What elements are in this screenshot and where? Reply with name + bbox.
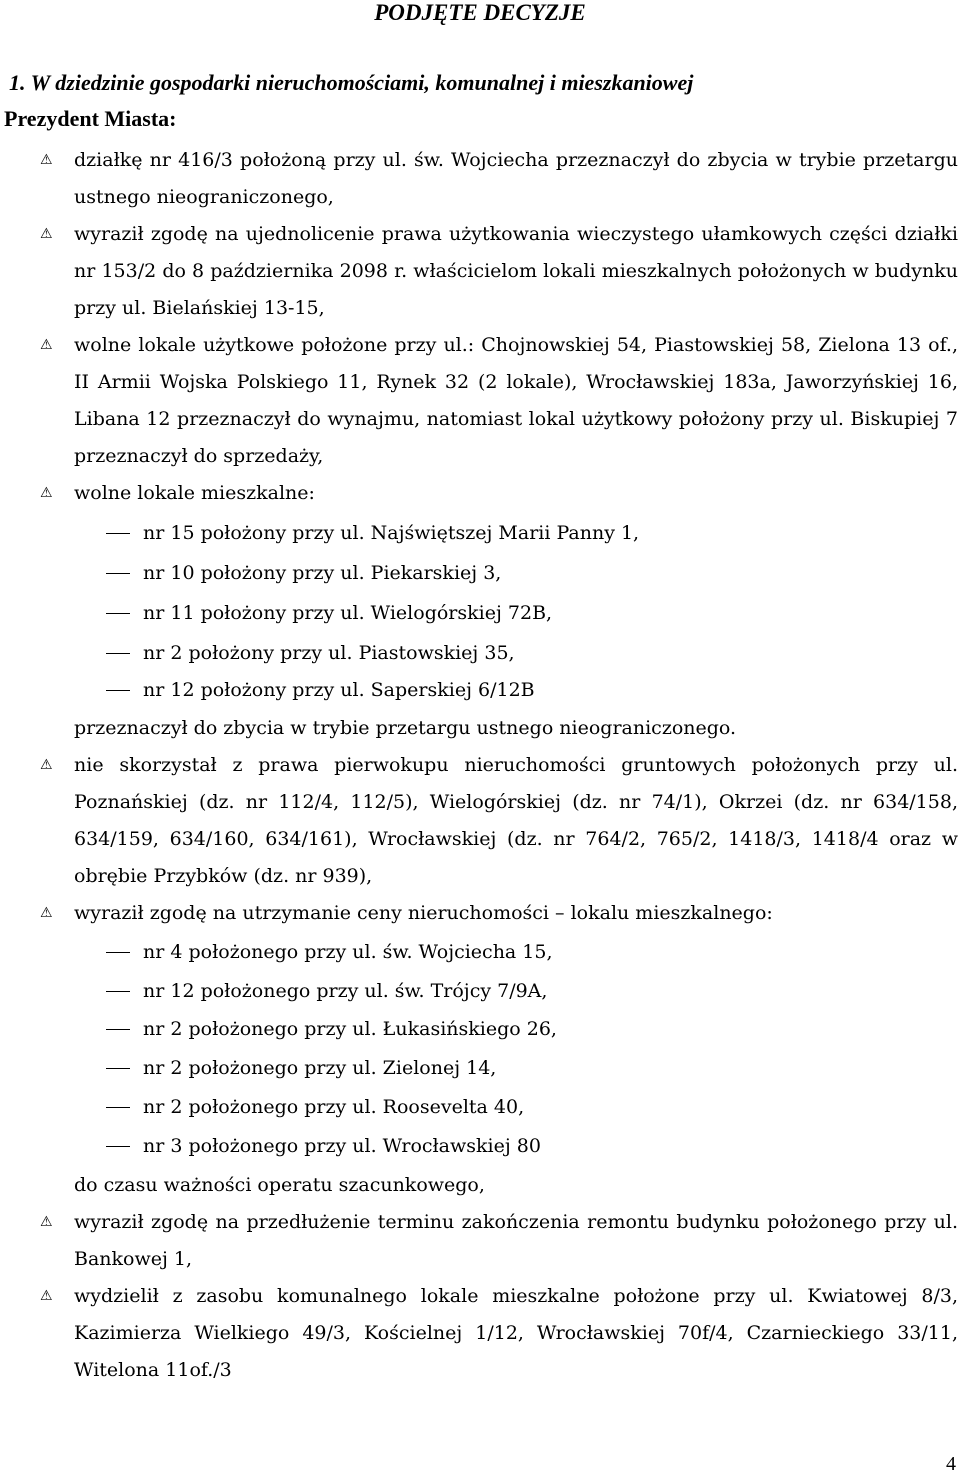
- sub-list-item: [0, 515, 960, 552]
- dash-icon: [106, 1107, 130, 1108]
- warning-icon: ⚠: [40, 337, 53, 353]
- list-item-text: działkę nr 416/3 położoną przy ul. św. Wojciecha przeznaczył do zbycia w trybie przetargu ustnego nieograniczonego,: [74, 149, 958, 208]
- sub-list-item: [0, 635, 960, 672]
- dash-icon: [106, 690, 130, 691]
- sub-list-item-text: nr 15 położony przy ul. Najświętszej Marii Panny 1,: [143, 522, 640, 544]
- dash-icon: [106, 991, 130, 992]
- sub-list-item-text: nr 10 położony przy ul. Piekarskiej 3,: [143, 562, 502, 584]
- sub-list-item: [0, 672, 960, 709]
- list-item-text: wolne lokale użytkowe położone przy ul.: Chojnowskiej 54, Piastowskiej 58, Zielona 13 of., II Armii Wojska Polskiego 11, Rynek 32 (2 lokale), Wrocławskiej 183a, Jaworzyńskiej 16, Libana 12 przeznaczył do wynajmu, natomiast lokal użytkowy położony przy ul. Biskupiej 7 przeznaczył do sprzedaży,: [74, 334, 958, 467]
- warning-icon: ⚠: [40, 485, 53, 501]
- sub-list-item: [0, 1011, 960, 1048]
- dash-icon: [106, 573, 130, 574]
- sub-list-item: [0, 1128, 960, 1165]
- subheading: Prezydent Miasta:: [4, 106, 177, 131]
- page-number: 4: [946, 1453, 956, 1475]
- sub-list-item-text: nr 2 położonego przy ul. Zielonej 14,: [143, 1057, 497, 1079]
- list-item-text: wolne lokale mieszkalne:: [74, 482, 315, 504]
- list-item-text: wydzielił z zasobu komunalnego lokale mieszkalne położone przy ul. Kwiatowej 8/3, Kazimierza Wielkiego 49/3, Kościelnej 1/12, Wrocławskiej 70f/4, Czarnieckiego 33/11, Witelona 11of./3: [74, 1285, 958, 1381]
- apartments-note: przeznaczył do zbycia w trybie przetargu ustnego nieograniczonego.: [74, 717, 737, 739]
- warning-icon: ⚠: [40, 1288, 53, 1304]
- list-item-text: nie skorzystał z prawa pierwokupu nieruchomości gruntowych położonych przy ul. Poznańskiej (dz. nr 112/4, 112/5), Wielogórskiej (dz. nr 74/1), Okrzei (dz. nr 634/158, 634/159, 634/160, 634/161), Wrocławskiej (dz. nr 764/2, 765/2, 1418/3, 1418/4 oraz w obrębie Przybków (dz. nr 939),: [74, 754, 958, 887]
- dash-icon: [106, 533, 130, 534]
- sub-list-item: [0, 1050, 960, 1087]
- dash-icon: [106, 613, 130, 614]
- sub-list-item-text: nr 3 położonego przy ul. Wrocławskiej 80: [143, 1135, 541, 1157]
- sub-list-item-text: nr 12 położonego przy ul. św. Trójcy 7/9A,: [143, 980, 548, 1002]
- dash-icon: [106, 653, 130, 654]
- sub-list-item-text: nr 12 położony przy ul. Saperskiej 6/12B: [143, 679, 535, 701]
- sub-list-item: [0, 1089, 960, 1126]
- dash-icon: [106, 1029, 130, 1030]
- sub-list-item-text: nr 2 położony przy ul. Piastowskiej 35,: [143, 642, 515, 664]
- sub-list-item-text: nr 2 położonego przy ul. Łukasińskiego 26,: [143, 1018, 557, 1040]
- list-item-text: wyraził zgodę na przedłużenie terminu zakończenia remontu budynku położonego przy ul. Bankowej 1,: [74, 1211, 958, 1270]
- price-note: do czasu ważności operatu szacunkowego,: [74, 1174, 485, 1196]
- warning-icon: ⚠: [40, 1214, 53, 1230]
- dash-icon: [106, 952, 130, 953]
- sub-list-item: [0, 555, 960, 592]
- dash-icon: [106, 1146, 130, 1147]
- warning-icon: ⚠: [40, 226, 53, 242]
- sub-list-item-text: nr 2 położonego przy ul. Roosevelta 40,: [143, 1096, 525, 1118]
- warning-icon: ⚠: [40, 152, 53, 168]
- dash-icon: [106, 1068, 130, 1069]
- page-title: PODJĘTE DECYZJE: [374, 0, 586, 25]
- sub-list-item: [0, 595, 960, 632]
- warning-icon: ⚠: [40, 905, 53, 921]
- warning-icon: ⚠: [40, 757, 53, 773]
- sub-list-item-text: nr 11 położony przy ul. Wielogórskiej 72B,: [143, 602, 553, 624]
- sub-list-item: [0, 973, 960, 1010]
- section-heading: 1. W dziedzinie gospodarki nieruchomościami, komunalnej i mieszkaniowej: [9, 70, 694, 95]
- list-item-text: wyraził zgodę na utrzymanie ceny nieruchomości – lokalu mieszkalnego:: [74, 902, 773, 924]
- list-item-text: wyraził zgodę na ujednolicenie prawa użytkowania wieczystego ułamkowych części działki nr 153/2 do 8 października 2098 r. właścicielom lokali mieszkalnych położonych w budynku przy ul. Bielańskiej 13-15,: [74, 223, 958, 319]
- sub-list-item: [0, 934, 960, 971]
- sub-list-item-text: nr 4 położonego przy ul. św. Wojciecha 15,: [143, 941, 553, 963]
